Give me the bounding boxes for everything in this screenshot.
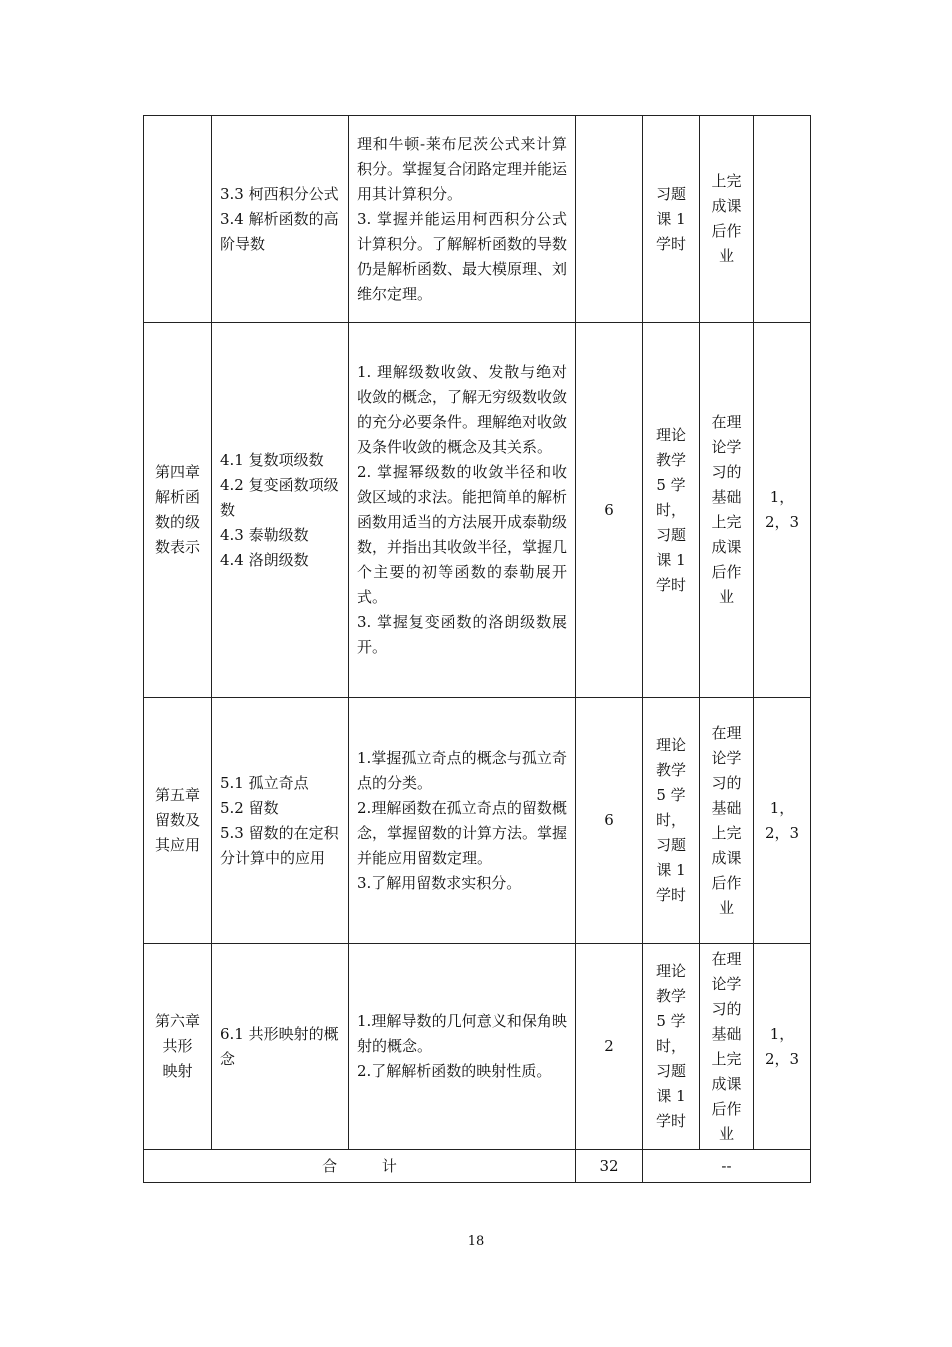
section-item: 5.1 孤立奇点 [220,773,309,792]
teaching-mode-cell [643,116,700,323]
references-cell: 1，2，3 [754,323,811,698]
requirements-cell [349,944,576,1150]
teaching-mode-line: 学时 [655,886,686,904]
references-cell: 1，2，3 [754,944,811,1150]
homework-line: 论学 [711,748,742,767]
chapter-title-line: 第五章 [154,786,200,804]
homework-line: 业 [718,1124,734,1143]
teaching-mode-cell [643,323,700,698]
homework-cell [700,698,754,944]
requirement-paragraph: 2.了解解析函数的映射性质。 [357,1062,552,1080]
teaching-mode-line: 理论 [655,425,686,444]
teaching-mode-line: 教学 [655,450,686,469]
homework-line: 基础 [711,488,742,506]
sections-cell [212,944,349,1150]
table-row [144,323,811,698]
homework-line: 上完 [711,823,742,842]
requirements-cell [349,698,576,944]
chapter-title-line: 其应用 [154,836,200,854]
homework-cell [700,944,754,1150]
teaching-mode-line: 习题 [655,525,686,544]
chapter-title-line: 留数及 [154,811,200,829]
total-label [144,1150,576,1183]
homework-line: 后作 [711,1099,742,1118]
section-item: 4.1 复数项级数 [220,450,324,469]
teaching-mode-line: 习题 [655,1062,686,1080]
homework-line: 成课 [711,197,742,215]
total-rest: -- [643,1150,811,1183]
teaching-mode-cell [643,944,700,1150]
hours-cell: 6 [576,323,643,698]
section-item: 4.2 复变函数项级数 [220,475,339,519]
chapter-title-line: 共形 [162,1037,193,1055]
requirements-cell [349,323,576,698]
teaching-mode-line: 习题 [655,836,686,854]
requirement-paragraph: 2.理解函数在孤立奇点的留数概念，掌握留数的计算方法。掌握并能应用留数定理。 [357,798,568,867]
chapter-cell [144,323,212,698]
table-row [144,944,811,1150]
homework-line: 后作 [711,563,742,581]
chapter-title-line: 数表示 [154,538,200,556]
requirements-cell [349,116,576,323]
table-row [144,698,811,944]
homework-cell [700,323,754,698]
homework-line: 在理 [711,723,742,742]
requirement-paragraph: 理和牛顿-莱布尼茨公式来计算积分。掌握复合闭路定理并能运用其计算积分。 [357,134,568,203]
section-item: 5.2 留数 [220,798,279,817]
teaching-mode-line: 学时 [655,1112,686,1130]
homework-line: 成课 [711,1074,742,1093]
teaching-mode-line: 理论 [655,962,686,980]
syllabus-table [143,115,811,1183]
homework-line: 上完 [711,513,742,531]
chapter-title-line: 映射 [162,1062,193,1080]
requirement-paragraph: 3. 掌握复变函数的洛朗级数展开。 [357,613,567,656]
requirement-paragraph: 2. 掌握幂级数的收敛半径和收敛区域的求法。能把简单的解析函数用适当的方法展开成泰勒级数，并指出其收敛半径，掌握几个主要的初等函数的泰勒展开式。 [357,463,568,606]
section-item: 4.3 泰勒级数 [220,525,309,544]
chapter-title-line: 第四章 [154,463,200,481]
homework-line: 论学 [711,974,742,993]
total-hours: 32 [576,1150,643,1183]
section-item: 4.4 洛朗级数 [220,550,309,569]
total-label-text: 合 计 [322,1156,417,1175]
teaching-mode-line: 5 学 [656,1012,686,1030]
teaching-mode-line: 时， [655,811,686,829]
sections-cell [212,323,349,698]
teaching-mode-line: 学时 [655,234,686,253]
hours-cell: 2 [576,944,643,1150]
homework-line: 习的 [711,463,742,481]
homework-line: 在理 [711,949,742,968]
teaching-mode-line: 课 1 [656,550,686,569]
teaching-mode-line: 课 1 [656,1087,686,1105]
requirement-paragraph: 1.理解导数的几何意义和保角映射的概念。 [357,1012,567,1055]
homework-line: 业 [718,898,734,917]
section-item: 3.3 柯西积分公式 [220,184,339,203]
homework-line: 后作 [711,873,742,892]
homework-line: 习的 [711,773,742,792]
teaching-mode-line: 理论 [655,736,686,754]
homework-line: 业 [718,588,734,606]
homework-line: 论学 [711,438,742,456]
section-item: 3.4 解析函数的高阶导数 [220,209,339,253]
homework-line: 上完 [711,1049,742,1068]
homework-line: 基础 [711,1024,742,1043]
homework-line: 后作 [711,222,742,240]
teaching-mode-line: 课 1 [656,861,686,879]
homework-line: 在理 [711,413,742,431]
section-item: 6.1 共形映射的概念 [220,1024,339,1068]
chapter-title-line: 数的级 [154,513,200,531]
chapter-title-line: 第六章 [154,1012,200,1030]
chapter-title-line: 解析函 [154,488,200,506]
requirement-paragraph: 1. 理解级数收敛、发散与绝对收敛的概念，了解无穷级数收敛的充分必要条件。理解绝对收敛及条件收敛的概念及其关系。 [357,363,568,456]
homework-line: 成课 [711,538,742,556]
table-row [144,116,811,323]
requirement-paragraph: 1.掌握孤立奇点的概念与孤立奇点的分类。 [357,748,567,792]
hours-cell: 6 [576,698,643,944]
teaching-mode-line: 5 学 [656,475,686,494]
homework-cell [700,116,754,323]
page-number: 18 [467,1234,485,1249]
chapter-cell [144,116,212,323]
homework-line: 习的 [711,999,742,1018]
teaching-mode-line: 5 学 [656,786,686,804]
teaching-mode-line: 课 1 [656,209,686,228]
hours-cell [576,116,643,323]
teaching-mode-line: 教学 [655,987,686,1005]
teaching-mode-cell [643,698,700,944]
homework-line: 业 [718,247,734,265]
references-cell: 1，2，3 [754,698,811,944]
homework-line: 基础 [711,798,742,817]
teaching-mode-line: 时， [655,500,686,519]
teaching-mode-line: 学时 [655,575,686,594]
homework-line: 上完 [711,172,742,190]
sections-cell [212,116,349,323]
total-row [144,1150,811,1183]
sections-cell [212,698,349,944]
references-cell [754,116,811,323]
homework-line: 成课 [711,848,742,867]
teaching-mode-line: 时， [655,1037,686,1055]
teaching-mode-line: 教学 [655,761,686,779]
section-item: 5.3 留数的在定积分计算中的应用 [220,823,339,867]
teaching-mode-line: 习题 [655,184,686,203]
requirement-paragraph: 3. 掌握并能运用柯西积分公式计算积分。了解解析函数的导数仍是解析函数、最大模原理、刘维尔定理。 [357,209,568,303]
chapter-cell [144,698,212,944]
requirement-paragraph: 3.了解用留数求实积分。 [357,873,522,892]
chapter-cell [144,944,212,1150]
